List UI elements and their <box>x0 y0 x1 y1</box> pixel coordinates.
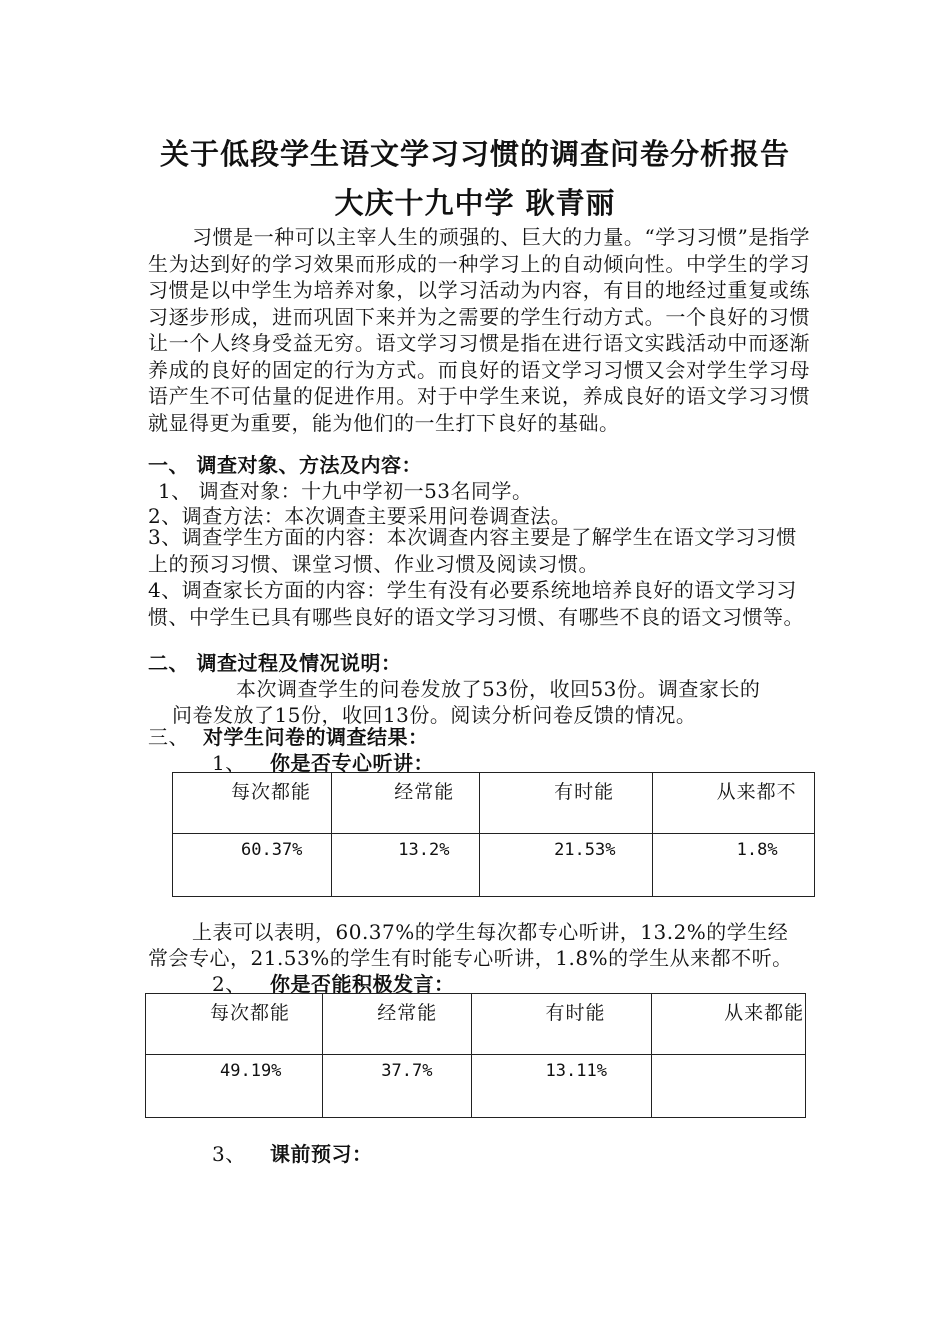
q1-summary-line2: 常会专心，21.53%的学生有时能专心听讲，1.8%的学生从来都不听。 <box>148 946 793 970</box>
section1-item2: 2、调查方法：本次调查主要采用问卷调查法。 <box>148 504 572 528</box>
section2-body-line2: 问卷发放了15份，收回13份。阅读分析问卷反馈的情况。 <box>172 703 697 727</box>
table-cell: 从来都不 <box>652 773 814 834</box>
section2-heading: 二、 调查过程及情况说明： <box>148 651 402 675</box>
table-cell <box>652 1055 806 1118</box>
q1-table <box>172 772 815 897</box>
table-cell: 从来都能 <box>652 994 806 1055</box>
table-cell: 13.2% <box>332 834 480 897</box>
q3-title: 课前预习： <box>270 1142 373 1166</box>
table-row <box>173 773 815 834</box>
q2-table <box>145 993 806 1118</box>
table-cell: 37.7% <box>323 1055 471 1118</box>
table-cell: 21.53% <box>480 834 653 897</box>
section1-heading: 一、 调查对象、方法及内容： <box>148 453 422 477</box>
q2-number: 2、 <box>212 972 246 996</box>
section1-item4: 4、调查家长方面的内容：学生有没有必要系统地培养良好的语文学习习惯、中学生已具有哪些良好的语文学习习惯、有哪些不良的语文习惯等。 <box>148 578 804 629</box>
table-row <box>146 994 806 1055</box>
table-cell: 60.37% <box>173 834 332 897</box>
document-author: 大庆十九中学 耿青丽 <box>334 186 616 220</box>
section3-heading: 对学生问卷的调查结果： <box>203 725 429 749</box>
table-cell: 1.8% <box>652 834 814 897</box>
section1-item1: 1、 调查对象：十九中学初一53名同学。 <box>158 479 533 503</box>
table-cell: 每次都能 <box>173 773 332 834</box>
q1-title: 你是否专心听讲： <box>270 751 434 775</box>
table-row <box>146 1055 806 1118</box>
table-row <box>173 834 815 897</box>
q1-number: 1、 <box>212 751 246 775</box>
intro-paragraph: 习惯是一种可以主宰人生的顽强的、巨大的力量。“学习习惯”是指学生为达到好的学习效果而形成的一种学习上的自动倾向性。中学生的学习习惯是以中学生为培养对象，以学习活动为内容，有目的地经过重复或练习逐步形成，进而巩固下来并为之需要的学生行动方式。一个良好的习惯让一个人终身受益无穷。语文学习习惯是指在进行语文实践活动中而逐渐养成的良好的固定的行为方式。而良好的语文学习习惯又会对学生学习母语产生不可估量的促进作用。对于中学生来说，养成良好的语文学习习惯就显得更为重要，能为他们的一生打下良好的基础。 <box>148 225 810 435</box>
table-cell: 有时能 <box>480 773 653 834</box>
table-cell: 经常能 <box>332 773 480 834</box>
q1-summary-line1: 上表可以表明，60.37%的学生每次都专心听讲，13.2%的学生经 <box>192 920 789 944</box>
q2-title: 你是否能积极发言： <box>270 972 455 996</box>
q3-number: 3、 <box>212 1142 246 1166</box>
document-title: 关于低段学生语文学习习惯的调查问卷分析报告 <box>159 137 790 171</box>
table-cell: 有时能 <box>471 994 652 1055</box>
section2-body-line1: 本次调查学生的问卷发放了53份，收回53份。调查家长的 <box>236 677 761 701</box>
table-cell: 49.19% <box>146 1055 323 1118</box>
table-cell: 13.11% <box>471 1055 652 1118</box>
table-cell: 每次都能 <box>146 994 323 1055</box>
table-cell: 经常能 <box>323 994 471 1055</box>
section3-number: 三、 <box>148 725 189 749</box>
section1-item3: 3、调查学生方面的内容：本次调查内容主要是了解学生在语文学习习惯上的预习习惯、课堂习惯、作业习惯及阅读习惯。 <box>148 525 797 576</box>
